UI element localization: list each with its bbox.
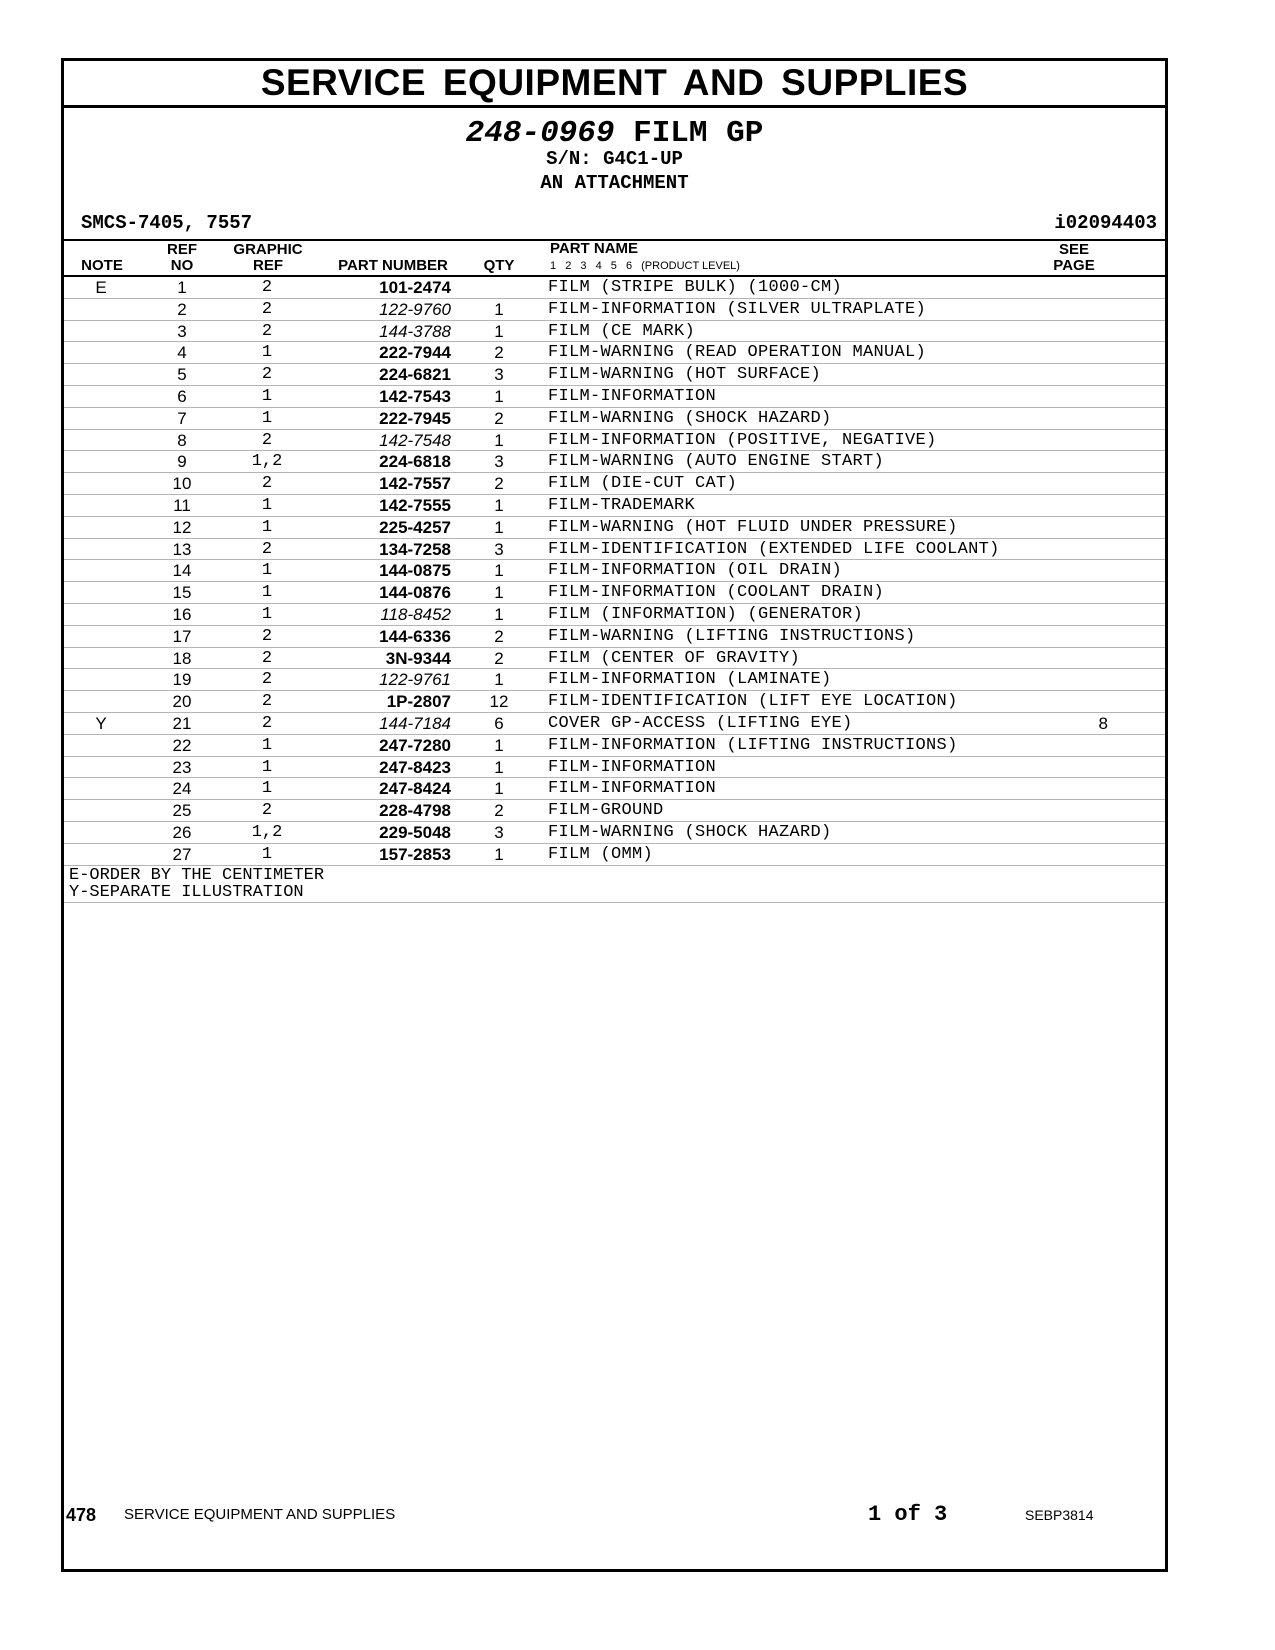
note-cell: E	[95, 278, 107, 297]
graphic-ref-cell: 1	[261, 408, 273, 428]
table-row	[64, 735, 1165, 757]
ref-no-cell: 12	[172, 517, 192, 537]
ref-no-cell: 7	[177, 408, 187, 428]
col-note: NOTE	[81, 257, 123, 274]
footer-section: SERVICE EQUIPMENT AND SUPPLIES	[124, 1506, 396, 1523]
part-name-cell: FILM (DIE-CUT CAT)	[548, 474, 738, 494]
qty-cell: 6	[494, 713, 504, 733]
table-row	[64, 800, 1165, 822]
footer-page-of: 1 of 3	[868, 1502, 948, 1527]
table-row	[64, 299, 1165, 321]
qty-cell: 1	[494, 757, 504, 777]
note-cell	[64, 386, 138, 407]
note-cell	[64, 539, 138, 560]
graphic-ref-cell: 2	[261, 670, 273, 690]
ref-no-cell: 22	[172, 735, 192, 755]
qty-cell: 1	[494, 517, 504, 537]
part-name-cell: FILM-WARNING (AUTO ENGINE START)	[548, 452, 885, 472]
part-name-cell: FILM-INFORMATION	[548, 386, 717, 406]
col-see-top: SEE	[1058, 241, 1089, 258]
note-cell	[64, 582, 138, 603]
table-row	[64, 626, 1165, 648]
ref-no-cell: 15	[172, 583, 192, 603]
note-cell	[64, 495, 138, 516]
qty-cell: 1	[494, 299, 504, 319]
part-number-cell: 224-6818	[379, 452, 451, 472]
table-row	[64, 386, 1165, 408]
part-name-cell: FILM-INFORMATION (COOLANT DRAIN)	[548, 583, 885, 603]
ref-no-cell: 3	[177, 321, 187, 341]
product-levels	[550, 260, 740, 272]
part-number-cell: 144-0875	[379, 561, 451, 581]
table-row	[64, 342, 1165, 364]
illustration-id: i02094403	[1054, 212, 1157, 234]
graphic-ref-cell: 1	[261, 495, 273, 515]
graphic-ref-cell: 1	[261, 561, 273, 581]
ref-no-cell: 2	[177, 299, 187, 319]
table-row	[64, 648, 1165, 670]
graphic-ref-cell: 2	[261, 430, 273, 450]
ref-no-cell: 18	[172, 648, 192, 668]
graphic-ref-cell: 2	[261, 713, 273, 733]
note-cell	[64, 321, 138, 342]
see-page-cell	[1054, 560, 1108, 581]
part-number-cell: 222-7945	[379, 408, 451, 428]
see-page-cell	[1054, 299, 1108, 320]
qty-cell: 1	[494, 844, 504, 864]
table-row	[64, 757, 1165, 779]
table-row	[64, 844, 1165, 866]
note-cell	[64, 604, 138, 625]
part-number-cell: 142-7557	[379, 474, 451, 494]
part-number-cell: 144-0876	[379, 583, 451, 603]
ref-no-cell: 4	[177, 343, 187, 363]
table-row	[64, 822, 1165, 844]
see-page-cell	[1054, 822, 1108, 843]
parts-table	[64, 277, 1165, 903]
ref-no-cell: 8	[177, 430, 187, 450]
part-number-cell: 222-7944	[379, 343, 451, 363]
see-page-cell	[1054, 778, 1108, 799]
part-name-cell: FILM-INFORMATION (LAMINATE)	[548, 670, 832, 690]
part-name-cell: FILM (CE MARK)	[548, 321, 696, 341]
see-page-cell	[1054, 757, 1108, 778]
part-name-cell: FILM-INFORMATION (POSITIVE, NEGATIVE)	[548, 430, 937, 450]
qty-cell: 2	[494, 343, 504, 363]
graphic-ref-cell: 1	[261, 604, 273, 624]
graphic-ref-cell: 1	[261, 386, 273, 406]
ref-no-cell: 1	[177, 278, 187, 297]
note-cell	[64, 430, 138, 451]
see-page-cell	[1054, 669, 1108, 690]
see-page-cell	[1054, 539, 1108, 560]
graphic-ref-cell: 2	[261, 474, 273, 494]
table-row	[64, 451, 1165, 473]
table-row	[64, 430, 1165, 452]
table-row	[64, 539, 1165, 561]
level-3: 3	[580, 260, 587, 272]
note-cell	[64, 822, 138, 843]
col-part-number: PART NUMBER	[338, 257, 448, 274]
ref-no-cell: 21	[172, 713, 192, 733]
part-name-cell: FILM-WARNING (READ OPERATION MANUAL)	[548, 343, 927, 363]
ref-no-cell: 27	[172, 844, 192, 864]
qty-cell: 12	[489, 692, 509, 712]
graphic-ref-cell: 2	[261, 801, 273, 821]
level-4: 4	[595, 260, 602, 272]
part-name-cell: FILM (OMM)	[548, 844, 654, 864]
note-cell	[64, 757, 138, 778]
group-part-number: 248-0969	[465, 116, 615, 151]
note-cell	[64, 408, 138, 429]
col-see-bottom: PAGE	[1053, 257, 1095, 274]
graphic-ref-cell: 1,2	[251, 452, 283, 472]
level-1: 1	[550, 260, 557, 272]
serial-number: S/N: G4C1-UP	[546, 148, 683, 170]
see-page-cell	[1054, 648, 1108, 669]
part-name-cell: FILM-WARNING (LIFTING INSTRUCTIONS)	[548, 626, 916, 646]
ref-no-cell: 24	[172, 779, 192, 799]
see-page-cell	[1054, 364, 1108, 385]
note-cell	[64, 342, 138, 363]
table-row	[64, 408, 1165, 430]
qty-cell: 1	[494, 604, 504, 624]
note-cell	[64, 778, 138, 799]
part-number-cell: 3N-9344	[385, 648, 451, 668]
table-row	[64, 713, 1165, 735]
ref-no-cell: 17	[172, 626, 192, 646]
qty-cell: 2	[494, 801, 504, 821]
see-page-cell	[1054, 473, 1108, 494]
part-number-cell: 229-5048	[379, 822, 451, 842]
graphic-ref-cell: 1	[261, 757, 273, 777]
qty-cell: 1	[494, 386, 504, 406]
smcs-code: SMCS-7405, 7557	[81, 212, 253, 234]
part-number-cell: 144-7184	[379, 713, 451, 733]
col-ref-no	[156, 242, 208, 274]
ref-no-cell: 16	[172, 604, 192, 624]
qty-cell: 3	[494, 822, 504, 842]
table-row	[64, 277, 1165, 299]
qty-cell: 2	[494, 648, 504, 668]
part-number-cell: 142-7555	[379, 495, 451, 515]
see-page-cell	[1054, 277, 1108, 298]
ref-no-cell: 10	[172, 474, 192, 494]
note-cell: Y	[95, 713, 107, 733]
see-page-cell	[1054, 342, 1108, 363]
col-graphic-bottom: REF	[253, 257, 283, 274]
table-row	[64, 691, 1165, 713]
part-number-cell: 122-9761	[379, 670, 451, 690]
part-name-cell: FILM-WARNING (HOT FLUID UNDER PRESSURE)	[548, 517, 958, 537]
part-name-cell: FILM-WARNING (SHOCK HAZARD)	[548, 822, 832, 842]
part-name-cell: FILM-GROUND	[548, 801, 664, 821]
note-cell	[64, 299, 138, 320]
part-number-cell: 228-4798	[379, 801, 451, 821]
graphic-ref-cell: 2	[261, 299, 273, 319]
qty-cell: 1	[494, 735, 504, 755]
part-name-cell: FILM-WARNING (HOT SURFACE)	[548, 365, 822, 385]
part-name-cell: FILM (INFORMATION) (GENERATOR)	[548, 604, 864, 624]
graphic-ref-cell: 1	[261, 517, 273, 537]
col-see-page	[1046, 242, 1102, 274]
note-cell	[64, 517, 138, 538]
graphic-ref-cell: 1	[261, 779, 273, 799]
qty-cell: 1	[494, 670, 504, 690]
part-number-cell: 122-9760	[379, 299, 451, 319]
table-row	[64, 517, 1165, 539]
part-number-cell: 144-6336	[379, 626, 451, 646]
part-name-cell: FILM-WARNING (SHOCK HAZARD)	[548, 408, 832, 428]
qty-cell: 1	[494, 321, 504, 341]
table-row	[64, 495, 1165, 517]
col-part-name: PART NAME	[550, 240, 639, 257]
part-name-cell: FILM-INFORMATION (LIFTING INSTRUCTIONS)	[548, 735, 958, 755]
col-ref-bottom: NO	[170, 257, 194, 274]
note-cell	[64, 844, 138, 865]
table-row	[64, 582, 1165, 604]
see-page-cell	[1054, 735, 1108, 756]
part-name-cell: FILM-INFORMATION	[548, 757, 717, 777]
product-level-label: (PRODUCT LEVEL)	[641, 260, 740, 272]
graphic-ref-cell: 2	[261, 692, 273, 712]
ref-no-cell: 20	[172, 692, 192, 712]
qty-cell: 1	[494, 779, 504, 799]
ref-no-cell: 19	[172, 670, 192, 690]
part-number-cell: 1P-2807	[386, 692, 451, 712]
col-qty: QTY	[483, 257, 515, 274]
see-page-cell	[1054, 604, 1108, 625]
part-number-cell: 247-8424	[379, 779, 451, 799]
graphic-ref-cell: 2	[261, 648, 273, 668]
table-row	[64, 604, 1165, 626]
page-frame	[61, 58, 1168, 1572]
note-cell	[64, 560, 138, 581]
graphic-ref-cell: 1	[261, 844, 273, 864]
note-y: Y-SEPARATE ILLUSTRATION	[69, 882, 304, 902]
ref-no-cell: 9	[177, 452, 187, 472]
part-number-cell: 157-2853	[379, 844, 451, 864]
part-number-cell: 144-3788	[379, 321, 451, 341]
ref-no-cell: 26	[172, 822, 192, 842]
part-name-cell: FILM-TRADEMARK	[548, 495, 696, 515]
level-5: 5	[610, 260, 617, 272]
note-cell	[64, 648, 138, 669]
qty-cell	[474, 277, 524, 298]
ref-no-cell: 11	[173, 495, 191, 515]
see-page-cell	[1054, 408, 1108, 429]
table-row	[64, 364, 1165, 386]
part-number-cell: 142-7548	[379, 430, 451, 450]
qty-cell: 1	[494, 583, 504, 603]
footer-page-number: 478	[66, 1505, 97, 1525]
note-cell	[64, 669, 138, 690]
table-row	[64, 778, 1165, 800]
group-title	[64, 116, 1165, 152]
col-graphic-top: GRAPHIC	[233, 241, 303, 258]
part-number-cell: 142-7543	[379, 386, 451, 406]
part-number-cell: 101-2474	[379, 278, 451, 297]
ref-no-cell: 14	[172, 561, 192, 581]
see-page-cell	[1054, 582, 1108, 603]
qty-cell: 3	[494, 539, 504, 559]
see-page-cell	[1054, 800, 1108, 821]
note-cell	[64, 451, 138, 472]
table-row	[64, 473, 1165, 495]
qty-cell: 1	[494, 495, 504, 515]
note-cell	[64, 691, 138, 712]
note-cell	[64, 735, 138, 756]
graphic-ref-cell: 1	[261, 343, 273, 363]
graphic-ref-cell: 1	[261, 735, 273, 755]
part-name-cell: FILM-IDENTIFICATION (EXTENDED LIFE COOLANT)	[548, 539, 1000, 559]
note-cell	[64, 626, 138, 647]
note-e: E-ORDER BY THE CENTIMETER	[69, 865, 325, 885]
part-name-cell: COVER GP-ACCESS (LIFTING EYE)	[548, 713, 853, 733]
section-title: SERVICE EQUIPMENT AND SUPPLIES	[64, 61, 1165, 108]
note-cell	[64, 473, 138, 494]
graphic-ref-cell: 2	[261, 278, 273, 297]
ref-no-cell: 23	[172, 757, 192, 777]
notes-block	[64, 866, 1165, 903]
part-number-cell: 134-7258	[379, 539, 451, 559]
graphic-ref-cell: 1	[261, 583, 273, 603]
part-name-cell: FILM (CENTER OF GRAVITY)	[548, 648, 801, 668]
see-page-cell	[1054, 495, 1108, 516]
ref-no-cell: 5	[177, 365, 187, 385]
ref-no-cell: 25	[172, 801, 192, 821]
see-page-cell	[1054, 321, 1108, 342]
part-number-cell: 247-8423	[379, 757, 451, 777]
see-page-cell	[1054, 691, 1108, 712]
see-page-cell	[1054, 386, 1108, 407]
graphic-ref-cell: 1,2	[251, 822, 283, 842]
col-graphic-ref	[227, 242, 309, 274]
footer-doc-id: SEBP3814	[1025, 1507, 1094, 1523]
attachment-label: AN ATTACHMENT	[540, 172, 689, 194]
see-page-cell	[1054, 451, 1108, 472]
ref-no-cell: 13	[172, 539, 192, 559]
table-row	[64, 669, 1165, 691]
note-cell	[64, 800, 138, 821]
qty-cell: 1	[494, 561, 504, 581]
graphic-ref-cell: 2	[261, 626, 273, 646]
part-name-cell: FILM (STRIPE BULK) (1000-CM)	[548, 278, 843, 297]
part-number-cell: 224-6821	[379, 365, 451, 385]
see-page-cell	[1054, 430, 1108, 451]
part-name-cell: FILM-INFORMATION (OIL DRAIN)	[548, 561, 843, 581]
see-page-cell	[1054, 844, 1108, 865]
part-name-cell: FILM-INFORMATION (SILVER ULTRAPLATE)	[548, 299, 927, 319]
see-page-cell: 8	[1098, 713, 1108, 733]
table-row	[64, 560, 1165, 582]
graphic-ref-cell: 2	[261, 539, 273, 559]
part-name-cell: FILM-INFORMATION	[548, 779, 717, 799]
level-6: 6	[625, 260, 633, 272]
qty-cell: 2	[494, 408, 504, 428]
col-ref-top: REF	[167, 241, 197, 258]
level-2: 2	[565, 260, 572, 272]
part-name-cell: FILM-IDENTIFICATION (LIFT EYE LOCATION)	[548, 692, 958, 712]
qty-cell: 1	[494, 430, 504, 450]
qty-cell: 2	[494, 626, 504, 646]
part-number-cell: 118-8452	[380, 604, 451, 624]
table-row	[64, 321, 1165, 343]
qty-cell: 2	[494, 474, 504, 494]
part-number-cell: 247-7280	[379, 735, 451, 755]
note-cell	[64, 364, 138, 385]
part-number-cell: 225-4257	[379, 517, 451, 537]
graphic-ref-cell: 2	[261, 321, 273, 341]
group-name: FILM GP	[633, 116, 764, 151]
ref-no-cell: 6	[177, 386, 187, 406]
qty-cell: 3	[494, 365, 504, 385]
graphic-ref-cell: 2	[261, 365, 273, 385]
see-page-cell	[1054, 517, 1108, 538]
see-page-cell	[1054, 626, 1108, 647]
qty-cell: 3	[494, 452, 504, 472]
